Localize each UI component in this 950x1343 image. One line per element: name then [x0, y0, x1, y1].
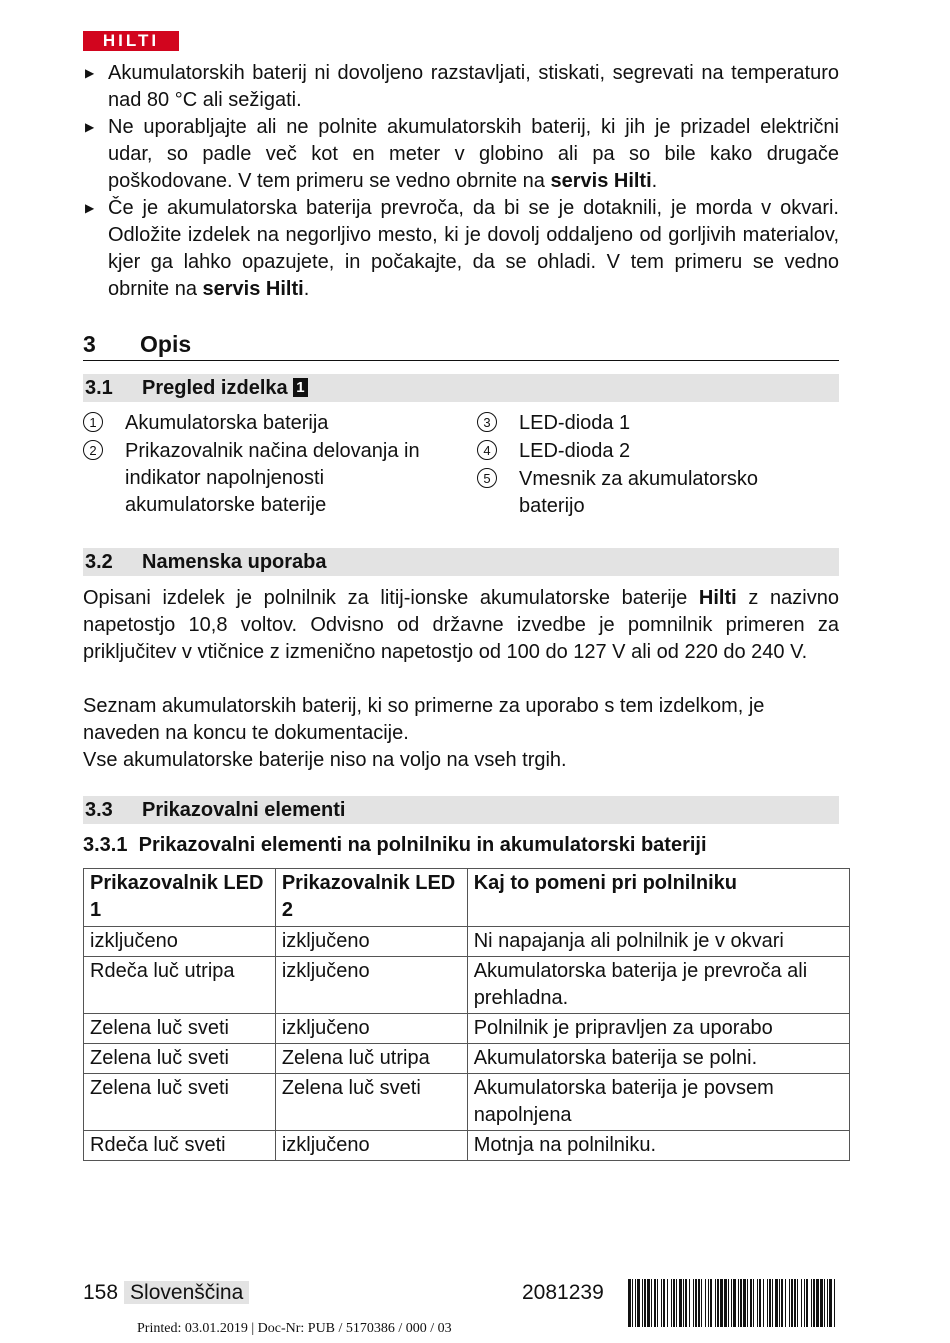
section-heading-3-1	[83, 374, 839, 402]
table-cell: izključeno	[275, 957, 467, 1014]
battery-list-paragraph	[83, 693, 839, 747]
table-cell: izključeno	[275, 1014, 467, 1044]
overview-item-text: LED-dioda 2	[519, 440, 631, 462]
paragraph-text: Seznam akumulatorskih baterij, ki so primerne za uporabo s tem izdelkom, je naveden na koncu te dokumentacije.	[83, 695, 765, 744]
table-cell: Rdeča luč sveti	[84, 1131, 276, 1161]
section-heading-3-3-1	[83, 831, 839, 859]
column-header-led1: Prikazovalnik LED 1	[84, 869, 276, 927]
bullet-text: Če je akumulatorska baterija prevroča, da bi se je dotaknili, je morda v okvari. Odložite izdelek na negorljivo mesto, ki je dovolj oddaljeno od gorljivih materialov, kjer ga lahko opazujete, in počakajte, da se ohladi. V tem primeru se vedno obrnite na	[108, 197, 839, 300]
table-cell: Polnilnik je pripravljen za uporabo	[467, 1014, 849, 1044]
table-row	[84, 1074, 850, 1131]
triangle-bullet-icon: ▶	[85, 120, 95, 134]
bullet-text-end: .	[651, 170, 658, 192]
overview-column-left	[83, 410, 435, 520]
table-cell: izključeno	[84, 927, 276, 957]
circled-number-marker: 4	[477, 440, 497, 460]
table-cell: Zelena luč utripa	[275, 1044, 467, 1074]
table-row	[84, 1044, 850, 1074]
table-row	[84, 927, 850, 957]
language-label: Slovenščina	[124, 1281, 249, 1304]
overview-item-text: Vmesnik za akumulatorsko baterijo	[519, 468, 758, 517]
table-row	[84, 957, 850, 1014]
section-title: Opis	[140, 331, 192, 357]
table-cell: Zelena luč sveti	[84, 1074, 276, 1131]
section-title: Prikazovalni elementi na polnilniku in akumulatorski bateriji	[138, 834, 707, 856]
section-heading-3-3	[83, 796, 839, 824]
table-row	[84, 1014, 850, 1044]
table-cell: Motnja na polnilniku.	[467, 1131, 849, 1161]
triangle-bullet-icon: ▶	[85, 201, 95, 215]
section-heading-3-2	[83, 548, 839, 576]
overview-item	[477, 466, 817, 520]
table-cell: Zelena luč sveti	[84, 1044, 276, 1074]
hilti-logo: HILTI	[83, 31, 179, 51]
section-number: 3.3	[85, 799, 113, 821]
section-title: Pregled izdelka	[142, 377, 288, 399]
overview-item	[83, 438, 435, 519]
section-heading-3	[83, 329, 839, 361]
circled-number-marker: 2	[83, 440, 103, 460]
overview-item-text: Prikazovalnik načina delovanja in indikator napolnjenosti akumulatorske baterije	[125, 440, 420, 516]
table-cell: Akumulatorska baterija je povsem napolnjena	[467, 1074, 849, 1131]
safety-bullet-list	[83, 60, 839, 303]
overview-item-text: Akumulatorska baterija	[125, 412, 329, 434]
led-indicator-table	[83, 868, 850, 1161]
bullet-bold-text: servis Hilti	[202, 278, 304, 300]
table-cell: Akumulatorska baterija se polni.	[467, 1044, 849, 1074]
intended-use-paragraph	[83, 585, 839, 666]
bullet-text: Ne uporabljajte ali ne polnite akumulatorskih baterij, ki jih je prizadel električni udar, so padle več kot en meter v globino ali pa so bile kako drugače poškodovane. V tem primeru se vedno obrnite na	[108, 116, 839, 192]
table-cell: izključeno	[275, 927, 467, 957]
table-cell: Rdeča luč utripa	[84, 957, 276, 1014]
paragraph-text: Opisani izdelek je polnilnik za litij-ionske akumulatorske baterije	[83, 587, 699, 609]
overview-item-text: LED-dioda 1	[519, 412, 631, 434]
bullet-item	[83, 60, 839, 114]
table-cell: Akumulatorska baterija je prevroča ali prehladna.	[467, 957, 849, 1014]
section-number: 3	[83, 331, 96, 357]
paragraph-text-end: z nazivno napetostjo 10,8 voltov. Odvisno od državne izvedbe je pomnilnik primeren za priključitev v vtičnice z izmenično napetostjo od 100 do 127 V ali od 220 do 240 V.	[83, 587, 839, 663]
table-row	[84, 1131, 850, 1161]
paragraph-bold-text: Hilti	[698, 587, 737, 609]
paragraph-text: Vse akumulatorske baterije niso na voljo na vseh trgih.	[83, 749, 567, 771]
page-footer-left	[83, 1279, 249, 1307]
section-number: 3.3.1	[83, 834, 128, 856]
table-cell: Zelena luč sveti	[275, 1074, 467, 1131]
figure-reference-badge: 1	[293, 378, 307, 397]
table-header-row	[84, 869, 850, 927]
circled-number-marker: 1	[83, 412, 103, 432]
triangle-bullet-icon: ▶	[85, 66, 95, 80]
section-number: 3.1	[85, 377, 113, 399]
table-cell: izključeno	[275, 1131, 467, 1161]
bullet-bold-text: servis Hilti	[550, 170, 652, 192]
circled-number-marker: 5	[477, 468, 497, 488]
section-title: Namenska uporaba	[142, 551, 327, 573]
barcode-bar	[835, 1279, 836, 1327]
section-number: 3.2	[85, 551, 113, 573]
overview-column-right	[477, 410, 817, 521]
page-number: 158	[83, 1281, 119, 1304]
column-header-led2: Prikazovalnik LED 2	[275, 869, 467, 927]
bullet-item	[83, 195, 839, 303]
overview-item	[477, 410, 817, 437]
bullet-item	[83, 114, 839, 195]
column-header-meaning: Kaj to pomeni pri polnilniku	[467, 869, 849, 927]
table-cell: Zelena luč sveti	[84, 1014, 276, 1044]
overview-item	[83, 410, 435, 437]
barcode-image	[628, 1279, 838, 1327]
bullet-text-end: .	[303, 278, 310, 300]
section-title: Prikazovalni elementi	[142, 799, 346, 821]
circled-number-marker: 3	[477, 412, 497, 432]
overview-item	[477, 438, 817, 465]
table-cell: Ni napajanja ali polnilnik je v okvari	[467, 927, 849, 957]
availability-paragraph	[83, 747, 839, 774]
print-info: Printed: 03.01.2019 | Doc-Nr: PUB / 5170386 / 000 / 03	[137, 1321, 452, 1336]
bullet-text: Akumulatorskih baterij ni dovoljeno razstavljati, stiskati, segrevati na temperaturo nad 80 °C ali sežigati.	[108, 62, 839, 111]
document-number: 2081239	[522, 1281, 604, 1304]
